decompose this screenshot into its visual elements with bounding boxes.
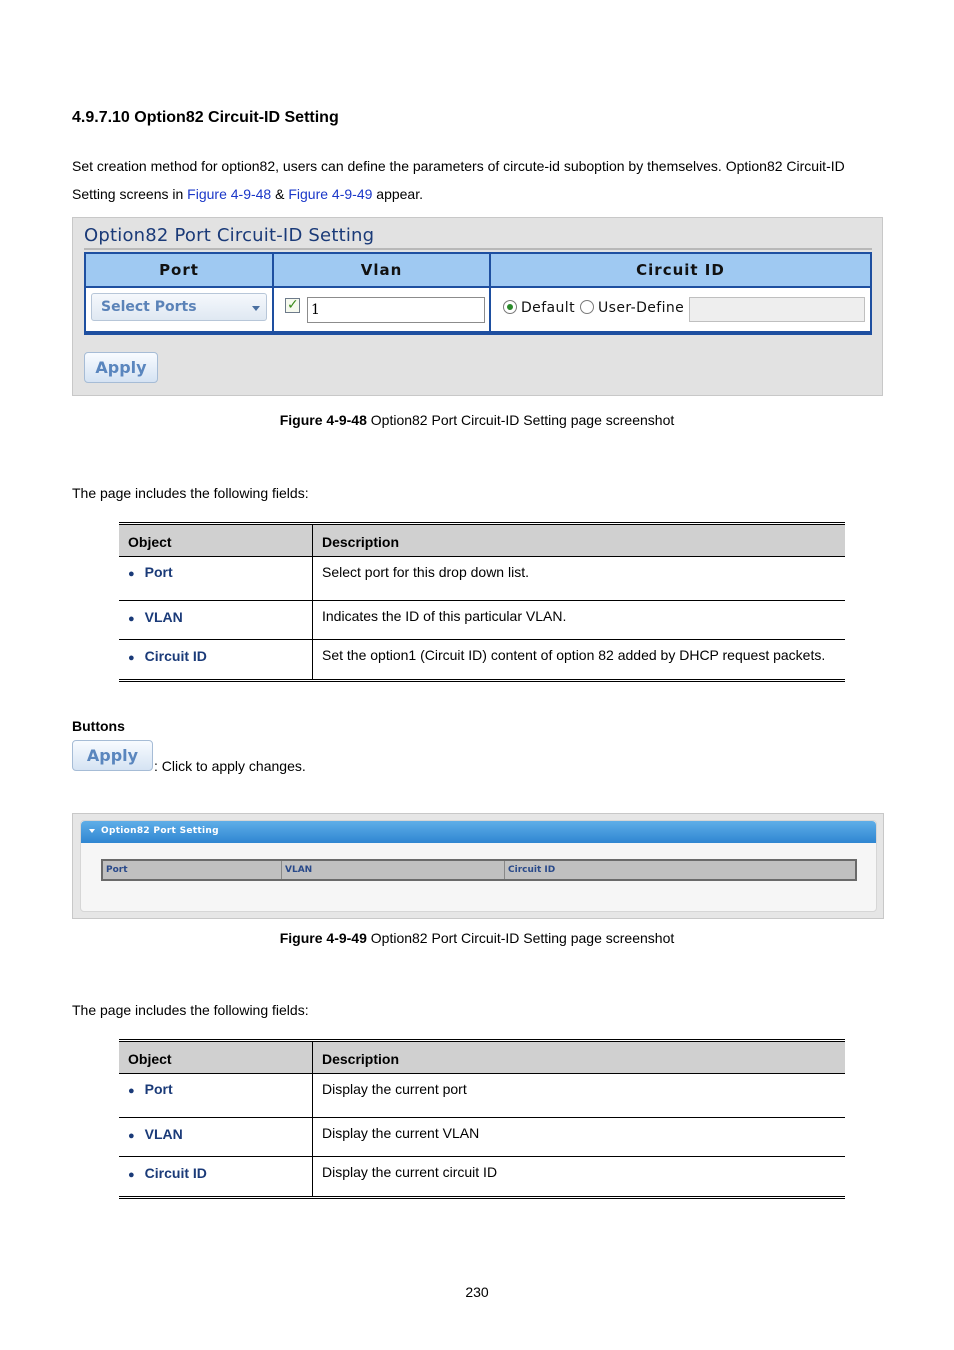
select-ports-dropdown[interactable]: [91, 293, 267, 321]
chevron-down-icon: [252, 306, 260, 311]
row-divider: [312, 640, 313, 679]
object-cell: [128, 1081, 173, 1097]
fig1-title-divider: [84, 248, 872, 250]
radio-default[interactable]: [503, 300, 517, 314]
row-divider: [312, 1157, 313, 1196]
intro-paragraph: [72, 152, 882, 208]
fields-table-1: [119, 522, 845, 682]
object-name: VLAN: [144, 609, 183, 625]
intro-text-3: appear.: [372, 186, 423, 202]
table2-col-object: Object: [128, 1051, 172, 1067]
intro-text-1: Set creation method for option82, users can define the parameters of circute-id suboption by themselves. Option82 Circuit-ID Setting screens in: [72, 158, 845, 202]
fig2-col-vlan: VLAN: [282, 861, 505, 879]
select-ports-label: Select Ports: [101, 299, 197, 315]
description-cell: Display the current circuit ID: [322, 1164, 498, 1180]
collapse-arrow-icon: [89, 829, 95, 833]
fig1-port-cell: [86, 288, 272, 331]
apply-button-sample[interactable]: Apply: [72, 740, 153, 771]
figure-4-9-49-link[interactable]: Figure 4-9-49: [288, 186, 373, 202]
radio-default-label: Default: [521, 300, 575, 316]
description-cell: Indicates the ID of this particular VLAN.: [322, 608, 567, 624]
row-divider: [312, 557, 313, 600]
fig1-col-port: Port: [86, 254, 272, 286]
fig2-panel: [80, 820, 877, 912]
figure1-caption-label: Figure 4-9-48: [279, 412, 367, 428]
object-name: Circuit ID: [144, 1165, 207, 1181]
row-divider: [312, 1074, 313, 1117]
object-cell: [128, 564, 173, 580]
fig2-table: [101, 859, 857, 881]
bullet-icon: ●: [128, 1169, 135, 1181]
fig1-col-circuit-id: Circuit ID: [491, 254, 870, 286]
table1-col-divider: [312, 525, 313, 556]
object-cell: [128, 1165, 207, 1181]
table-row: [119, 640, 845, 679]
table-row: [119, 601, 845, 640]
figure-option82-port-circuit-id-setting: [72, 217, 883, 396]
table2-col-description: Description: [322, 1051, 400, 1067]
buttons-header: Buttons: [72, 718, 125, 734]
table-row: [119, 1074, 845, 1118]
object-cell: [128, 1126, 183, 1142]
bullet-icon: ●: [128, 1130, 135, 1142]
radio-selected-dot: [507, 304, 513, 310]
table1-header: [119, 525, 845, 557]
intro-amp: &: [271, 186, 289, 202]
description-cell: Set the option1 (Circuit ID) content of option 82 added by DHCP request packets.: [322, 647, 826, 663]
description-cell: Select port for this drop down list.: [322, 564, 529, 580]
apply-description: : Click to apply changes.: [154, 758, 306, 774]
object-cell: [128, 609, 183, 625]
row-divider: [312, 601, 313, 639]
fig1-circuit-cell: [491, 288, 870, 331]
apply-button[interactable]: Apply: [84, 352, 158, 383]
table2-col-divider: [312, 1042, 313, 1073]
bullet-icon: ●: [128, 1085, 135, 1097]
fields-intro-2: The page includes the following fields:: [72, 1002, 309, 1018]
description-cell: Display the current VLAN: [322, 1125, 480, 1141]
radio-user-define-label: User-Define: [598, 300, 685, 316]
description-cell: Display the current port: [322, 1081, 467, 1097]
fig1-col-vlan: Vlan: [274, 254, 489, 286]
figure2-caption: [0, 930, 954, 946]
fig1-vlan-cell: [274, 288, 489, 331]
fig2-col-port: Port: [103, 861, 282, 879]
checkmark-icon: ✓: [287, 296, 299, 312]
fig2-title: Option82 Port Setting: [101, 826, 219, 836]
figure1-caption-text: Option82 Port Circuit-ID Setting page screenshot: [366, 412, 675, 428]
figure-option82-port-setting: [72, 813, 884, 919]
row-divider: [312, 1118, 313, 1156]
fields-table-2: [119, 1039, 845, 1199]
bullet-icon: ●: [128, 613, 135, 625]
table-row: [119, 557, 845, 601]
fig1-settings-table: [84, 252, 872, 335]
figure2-caption-text: Option82 Port Circuit-ID Setting page screenshot: [366, 930, 675, 946]
object-name: Port: [144, 564, 173, 580]
section-heading: 4.9.7.10 Option82 Circuit-ID Setting: [72, 109, 339, 126]
object-name: VLAN: [144, 1126, 183, 1142]
page-number: 230: [465, 1284, 489, 1300]
fields-intro-1: The page includes the following fields:: [72, 485, 309, 501]
figure1-caption: [0, 412, 954, 428]
fig2-col-circuit-id: Circuit ID: [508, 865, 556, 875]
table-row: [119, 1157, 845, 1196]
circuit-id-input[interactable]: [689, 297, 865, 322]
vlan-checkbox[interactable]: [285, 298, 300, 313]
vlan-input[interactable]: 1: [307, 297, 485, 323]
table2-header: [119, 1042, 845, 1074]
object-name: Circuit ID: [144, 648, 207, 664]
figure-4-9-48-link[interactable]: Figure 4-9-48: [187, 186, 272, 202]
fig2-title-bar[interactable]: [81, 821, 876, 843]
object-name: Port: [144, 1081, 173, 1097]
radio-user-define[interactable]: [580, 300, 594, 314]
table1-col-object: Object: [128, 534, 172, 550]
table1-col-description: Description: [322, 534, 400, 550]
figure2-caption-label: Figure 4-9-49: [279, 930, 367, 946]
bullet-icon: ●: [128, 568, 135, 580]
bullet-icon: ●: [128, 652, 135, 664]
fig1-title: Option82 Port Circuit-ID Setting: [84, 225, 375, 246]
object-cell: [128, 648, 207, 664]
table-row: [119, 1118, 845, 1157]
